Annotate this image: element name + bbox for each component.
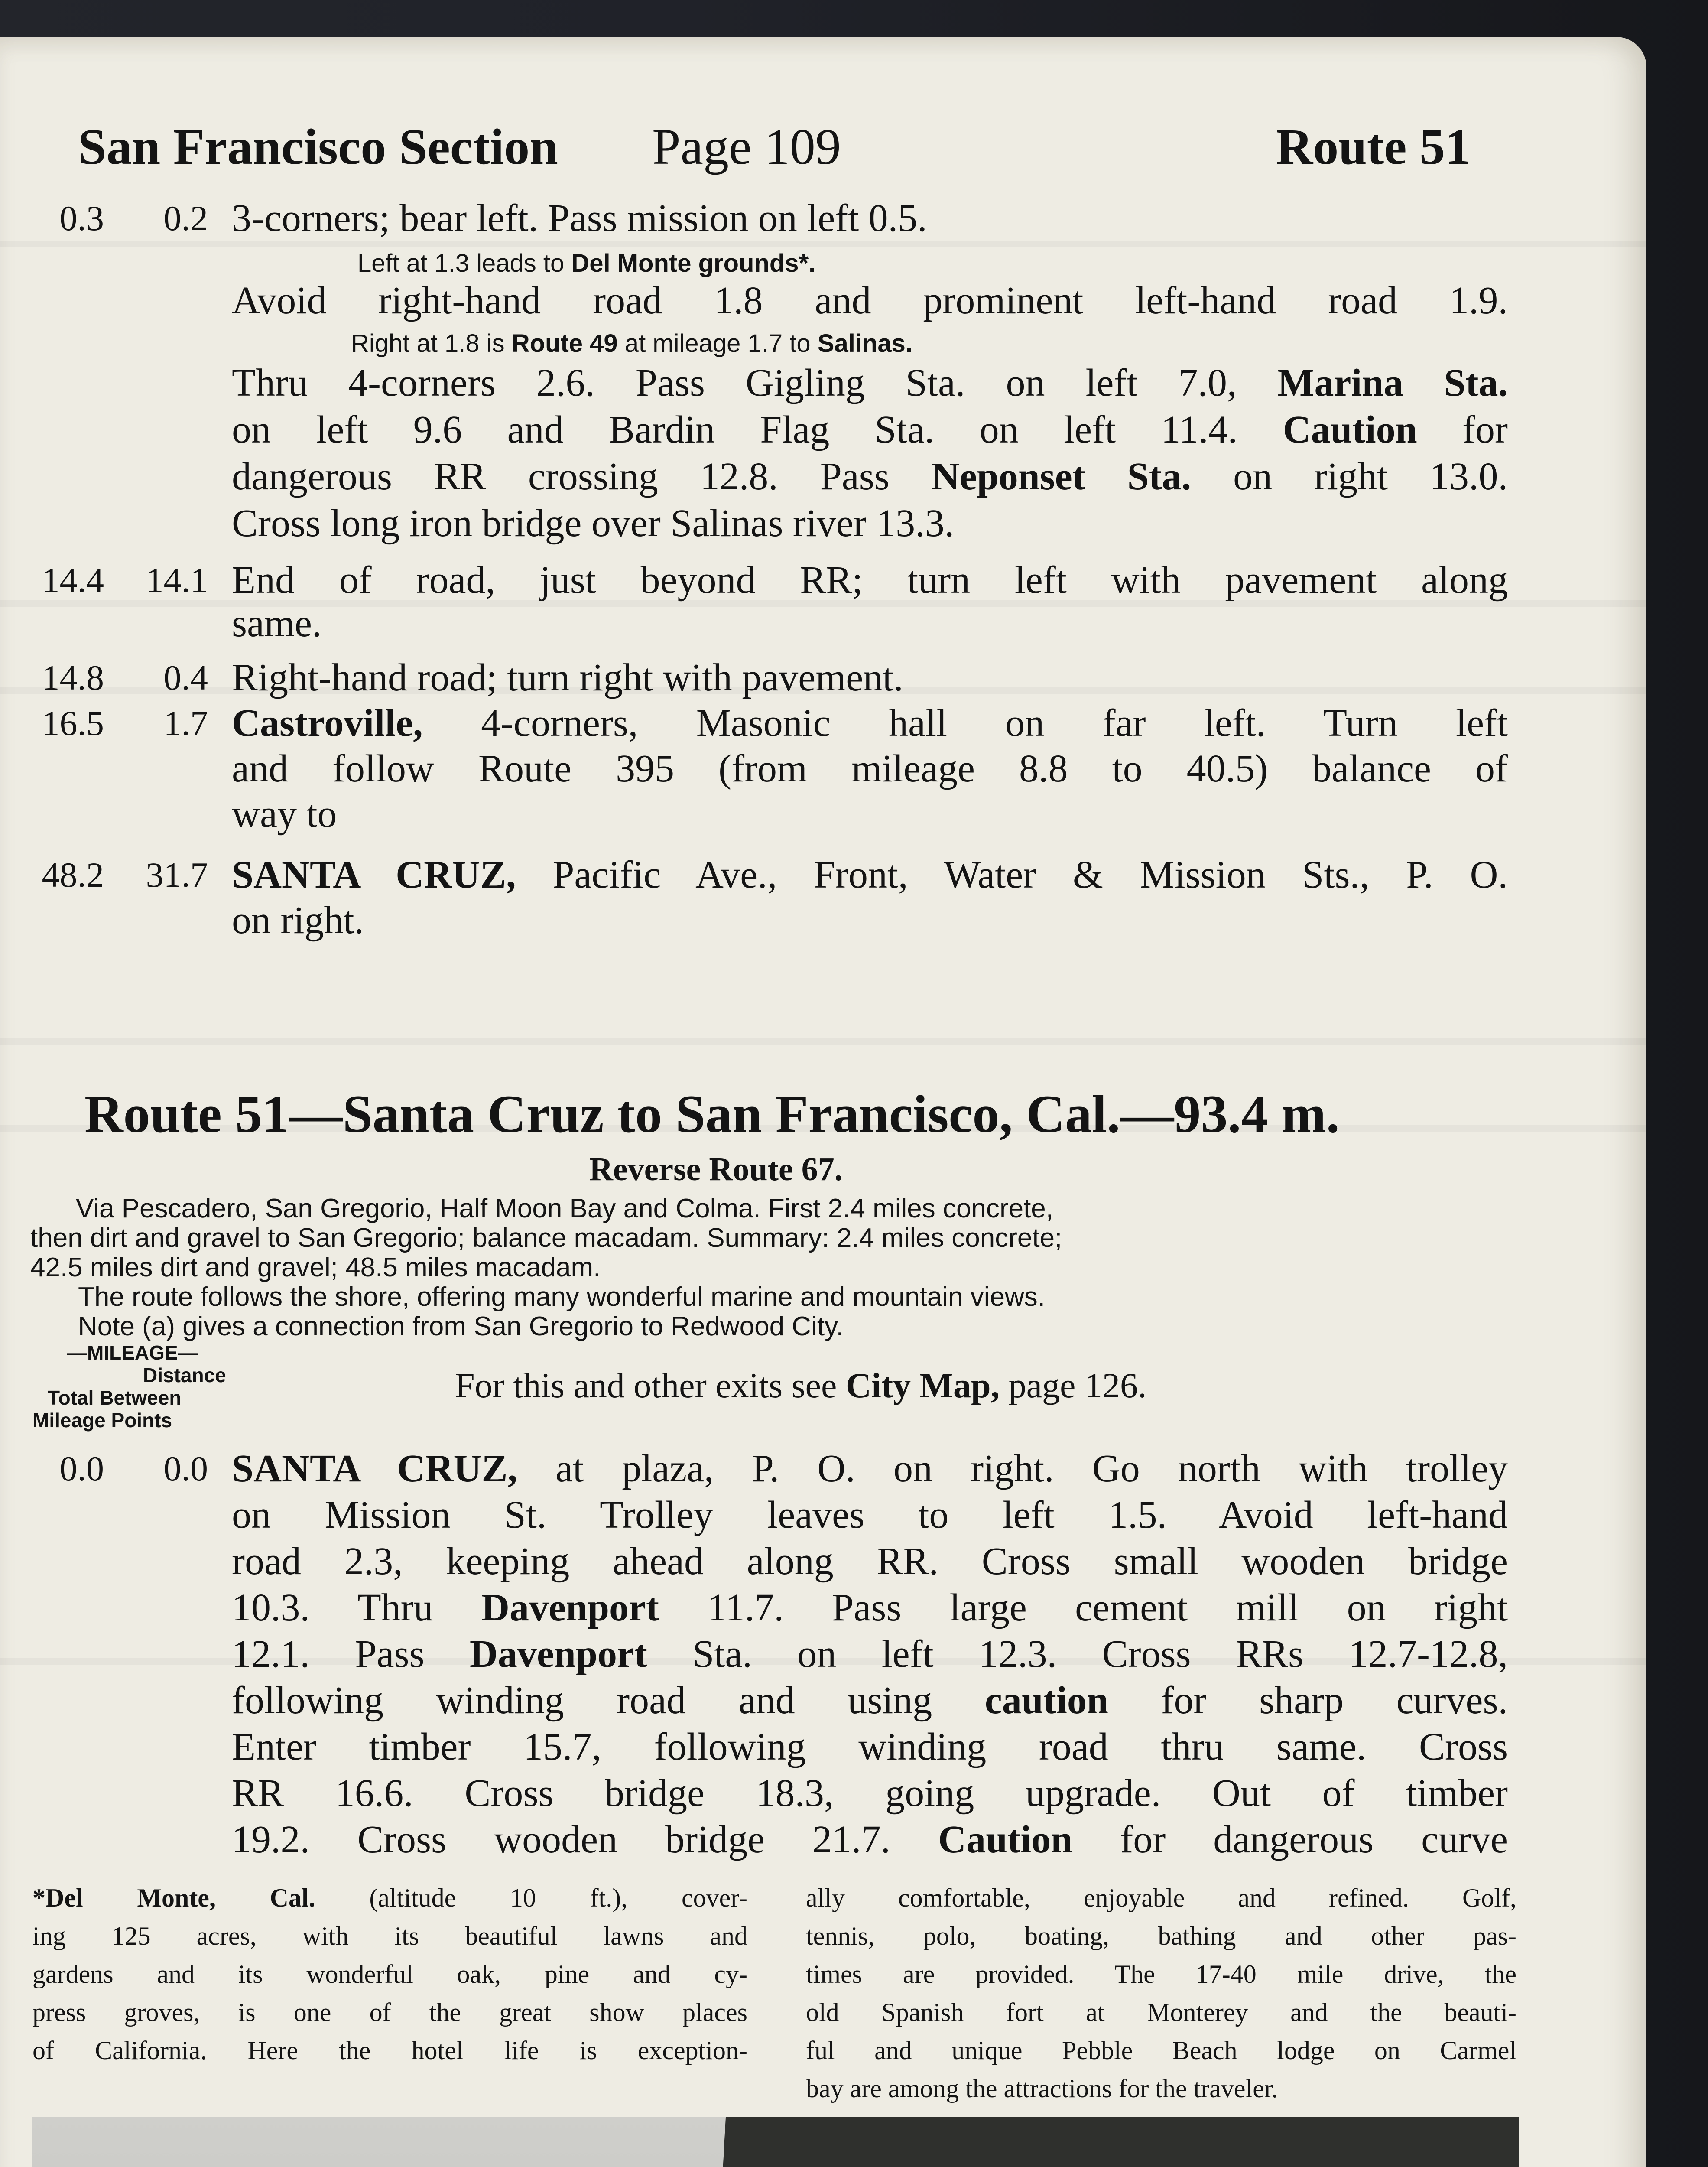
footnote-line: ally comfortable, enjoyable and refined. Golf, — [806, 1884, 1516, 1912]
between-mileage: 0.2 — [163, 198, 208, 238]
between-mileage: 1.7 — [163, 703, 208, 743]
direction-text: 10.3. Thru Davenport 11.7. Pass large cement mill on right — [232, 1586, 1508, 1629]
route-intro: then dirt and gravel to San Gregorio; balance macadam. Summary: 2.4 miles concrete; — [30, 1223, 1062, 1253]
footnote-line: press groves, is one of the great show places — [32, 1998, 747, 2027]
direction-text: Cross long iron bridge over Salinas river 13.3. — [232, 502, 955, 545]
mileage-legend: —MILEAGE— Distance Total Between Mileage Points — [32, 1341, 226, 1432]
direction-text: Castroville, 4-corners, Masonic hall on far left. Turn left — [232, 702, 1508, 745]
direction-text: Avoid right-hand road 1.8 and prominent left-hand road 1.9. — [232, 279, 1508, 322]
direction-text: same. — [232, 602, 322, 645]
road-scene-photo — [32, 2117, 1519, 2167]
footnote-line: bay are among the attractions for the traveler. — [806, 2074, 1278, 2103]
between-mileage: 31.7 — [146, 855, 208, 895]
total-mileage: 14.4 — [42, 560, 104, 600]
between-mileage: 0.4 — [163, 658, 208, 697]
direction-text: SANTA CRUZ, at plaza, P. O. on right. Go north with trolley — [232, 1447, 1508, 1490]
total-mileage: 14.8 — [42, 658, 104, 697]
city-map-note: For this and other exits see City Map, page 126. — [455, 1366, 1147, 1405]
direction-text: road 2.3, keeping ahead along RR. Cross small wooden bridge — [232, 1540, 1508, 1583]
footnote-line: old Spanish fort at Monterey and the beauti- — [806, 1998, 1516, 2027]
direction-text: SANTA CRUZ, Pacific Ave., Front, Water & Mission Sts., P. O. — [232, 853, 1508, 896]
page-number: Page 109 — [652, 118, 841, 175]
direction-text: Thru 4-corners 2.6. Pass Gigling Sta. on left 7.0, Marina Sta. — [232, 361, 1508, 404]
direction-text: RR 16.6. Cross bridge 18.3, going upgrade. Out of timber — [232, 1772, 1508, 1815]
direction-text: 12.1. Pass Davenport Sta. on left 12.3. Cross RRs 12.7-12.8, — [232, 1633, 1508, 1676]
direction-text: dangerous RR crossing 12.8. Pass Neponset Sta. on right 13.0. — [232, 455, 1508, 498]
footnote-line: ful and unique Pebble Beach lodge on Carmel — [806, 2036, 1516, 2065]
route-intro: Via Pescadero, San Gregorio, Half Moon Bay and Colma. First 2.4 miles concrete, — [76, 1194, 1054, 1223]
section-title: San Francisco Section — [78, 118, 558, 175]
direction-text: on right. — [232, 899, 364, 942]
total-mileage: 16.5 — [42, 703, 104, 743]
side-note: Right at 1.8 is Route 49 at mileage 1.7 to Salinas. — [351, 329, 912, 358]
reverse-route: Reverse Route 67. — [589, 1151, 843, 1188]
footnote-line: *Del Monte, Cal. (altitude 10 ft.), cover- — [32, 1884, 747, 1912]
route-number: Route 51 — [1276, 118, 1471, 175]
side-note: Left at 1.3 leads to Del Monte grounds*. — [357, 249, 816, 277]
total-mileage: 48.2 — [42, 855, 104, 895]
footnote-line: ing 125 acres, with its beautiful lawns and — [32, 1922, 747, 1950]
direction-text: way to — [232, 793, 337, 836]
direction-text: End of road, just beyond RR; turn left with pavement along — [232, 559, 1508, 602]
direction-text: on left 9.6 and Bardin Flag Sta. on left 11.4. Caution for — [232, 408, 1508, 451]
between-mileage: 0.0 — [163, 1449, 208, 1488]
photo-illustration — [32, 2117, 1519, 2167]
direction-text: 19.2. Cross wooden bridge 21.7. Caution for dangerous curve — [232, 1818, 1508, 1861]
footnote-line: times are provided. The 17-40 mile drive, the — [806, 1960, 1516, 1988]
route-intro: Note (a) gives a connection from San Gregorio to Redwood City. — [78, 1311, 844, 1341]
route-title: Route 51—Santa Cruz to San Francisco, Cal.—93.4 m. — [84, 1084, 1340, 1144]
direction-text: on Mission St. Trolley leaves to left 1.5. Avoid left-hand — [232, 1493, 1508, 1536]
direction-text: Enter timber 15.7, following winding road thru same. Cross — [232, 1725, 1508, 1768]
direction-text: 3-corners; bear left. Pass mission on left 0.5. — [232, 197, 927, 240]
direction-text: and follow Route 395 (from mileage 8.8 to 40.5) balance of — [232, 747, 1508, 790]
route-intro: 42.5 miles dirt and gravel; 48.5 miles macadam. — [30, 1253, 601, 1282]
footnote-line: tennis, polo, boating, bathing and other pas- — [806, 1922, 1516, 1950]
book-page — [0, 37, 1646, 2167]
footnote-line: of California. Here the hotel life is exception- — [32, 2036, 747, 2065]
route-intro: The route follows the shore, offering many wonderful marine and mountain views. — [78, 1282, 1046, 1312]
footnote-line: gardens and its wonderful oak, pine and cy- — [32, 1960, 747, 1988]
between-mileage: 14.1 — [146, 560, 208, 600]
direction-text: Right-hand road; turn right with pavement. — [232, 656, 903, 699]
direction-text: following winding road and using caution for sharp curves. — [232, 1679, 1508, 1722]
total-mileage: 0.0 — [59, 1449, 104, 1488]
total-mileage: 0.3 — [59, 198, 104, 238]
